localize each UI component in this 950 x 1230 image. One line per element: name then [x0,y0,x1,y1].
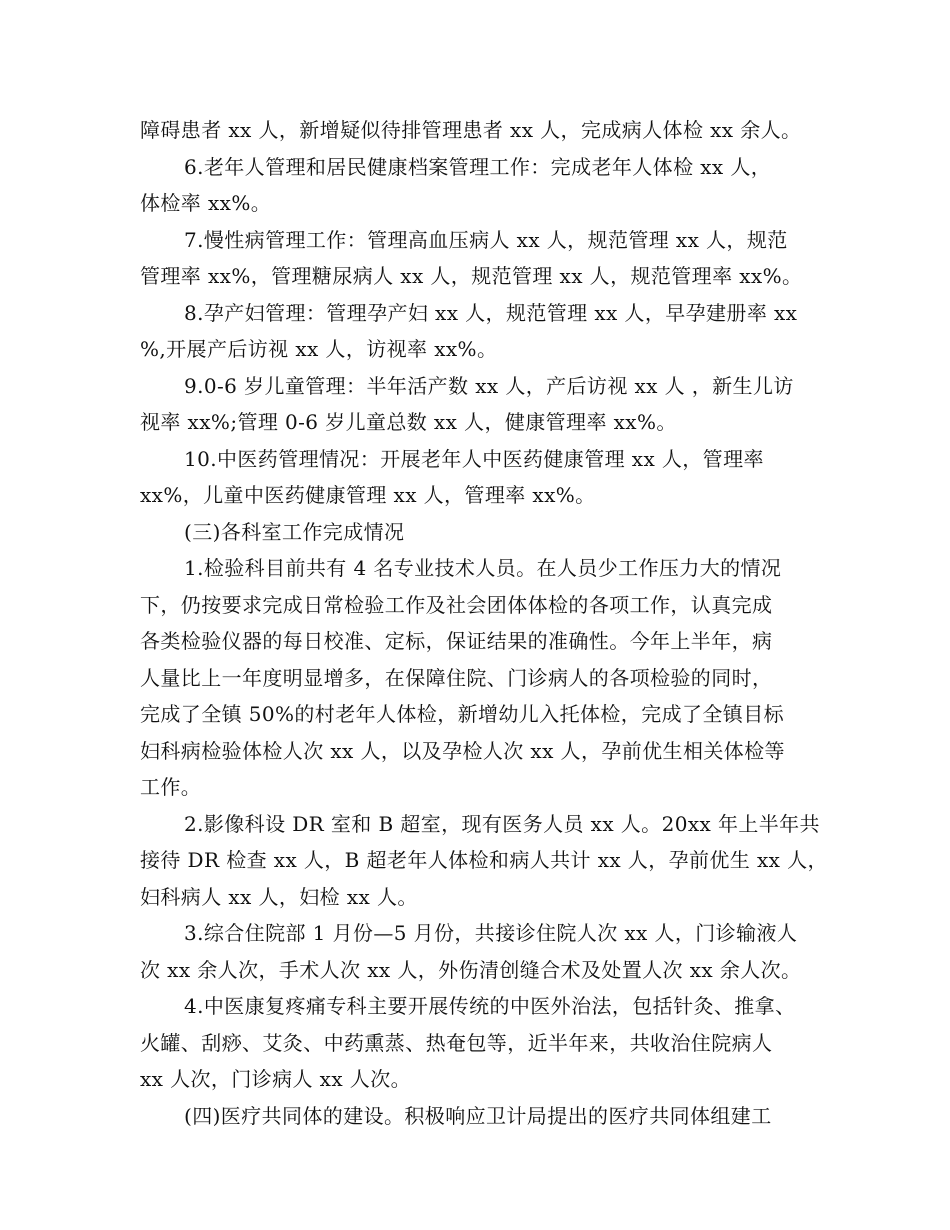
text-line: 次 xx 余人次，手术人次 xx 人，外伤清创缝合术及处置人次 xx 余人次。 [140,957,802,982]
text-line: 完成了全镇 50%的村老年人体检，新增幼儿入托体检，完成了全镇目标 [140,702,785,726]
text-line: 接待 DR 检查 xx 人，B 超老年人体检和病人共计 xx 人，孕前优生 xx 人， [140,848,828,872]
text-line: xx 人次，门诊病人 xx 人次。 [140,1067,411,1091]
paragraph-9-heading: 9.0-6 岁儿童管理：半年活产数 xx 人，产后访视 xx 人 ，新生儿访 [184,373,794,398]
text-line: 火罐、刮痧、艾灸、中药熏蒸、热奄包等，近半年来，共收治住院病人 [140,1030,773,1055]
document-body [140,112,828,1134]
text-line: 下，仍按要求完成日常检验工作及社会团体体检的各项工作，认真完成 [140,592,773,617]
text-line: 妇科病检验体检人次 xx 人，以及孕检人次 xx 人，孕前优生相关体检等 [140,738,785,763]
text-line: 视率 xx%;管理 0-6 岁儿童总数 xx 人，健康管理率 xx%。 [140,410,677,434]
text-line: 人量比上一年度明显增多，在保障住院、门诊病人的各项检验的同时， [140,665,773,690]
paragraph-10-heading: 10.中医药管理情况：开展老年人中医药健康管理 xx 人，管理率 [184,446,764,471]
paragraph-8-heading: 8.孕产妇管理：管理孕产妇 xx 人，规范管理 xx 人，早孕建册率 xx [184,300,798,325]
section-heading-3: (三)各科室工作完成情况 [184,519,405,544]
paragraph-imaging-heading: 2.影像科设 DR 室和 B 超室，现有医务人员 xx 人。20xx 年上半年共 [184,811,820,836]
text-line: 障碍患者 xx 人，新增疑似待排管理患者 xx 人，完成病人体检 xx 余人。 [140,118,802,142]
text-line: 妇科病人 xx 人，妇检 xx 人。 [140,884,418,909]
text-line: xx%，儿童中医药健康管理 xx 人，管理率 xx%。 [140,483,596,507]
section-heading-4: (四)医疗共同体的建设。积极响应卫计局提出的医疗共同体组建工 [184,1103,772,1128]
text-line: 工作。 [140,775,202,799]
paragraph-lab-heading: 1.检验科目前共有 4 名专业技术人员。在人员少工作压力大的情况 [184,556,782,580]
text-line: 体检率 xx%。 [140,191,272,215]
text-line: 管理率 xx%，管理糖尿病人 xx 人，规范管理 xx 人，规范管理率 xx%。 [140,264,803,288]
text-line: 各类检验仪器的每日校准、定标，保证结果的准确性。今年上半年，病 [140,629,773,653]
paragraph-tcm-heading: 4.中医康复疼痛专科主要开展传统的中医外治法，包括针灸、推拿、 [184,994,796,1018]
paragraph-7-heading: 7.慢性病管理工作：管理高血压病人 xx 人，规范管理 xx 人，规范 [184,227,788,252]
paragraph-inpatient-heading: 3.综合住院部 1 月份—5 月份，共接诊住院人次 xx 人，门诊输液人 [184,921,798,945]
text-line: %,开展产后访视 xx 人，访视率 xx%。 [140,337,498,361]
paragraph-6-heading: 6.老年人管理和居民健康档案管理工作：完成老年人体检 xx 人， [184,154,772,179]
